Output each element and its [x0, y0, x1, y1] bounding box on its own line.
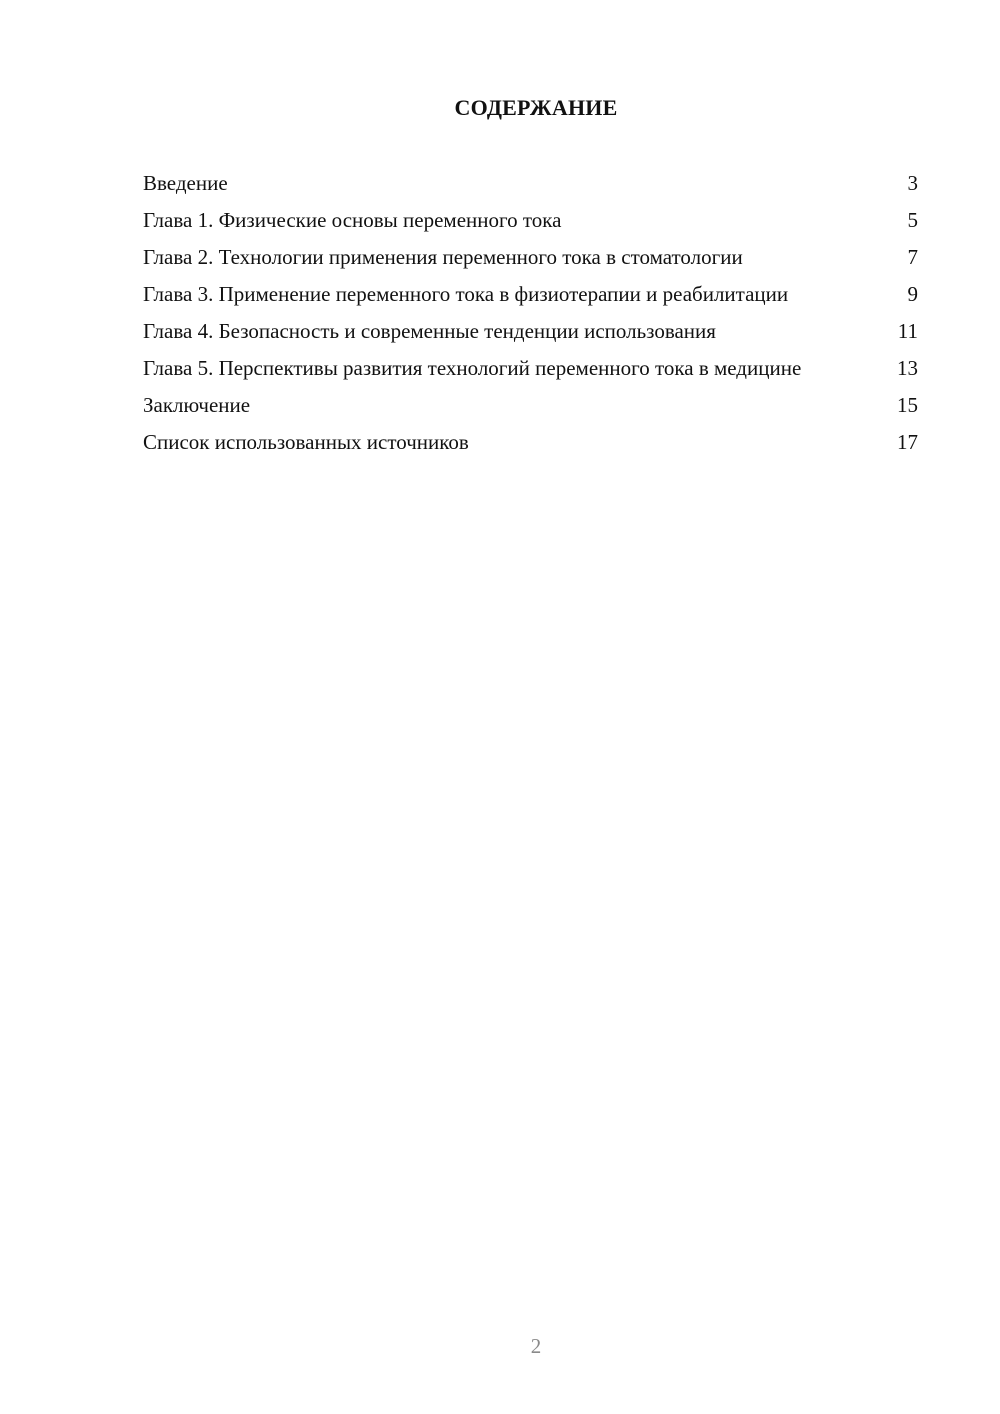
- page-number: 2: [530, 1334, 542, 1358]
- toc-entry-text: Глава 5. Перспективы развития технологий переменного тока в медицине: [143, 356, 802, 380]
- toc-entry-chapter-5: [143, 355, 918, 381]
- table-of-contents: [143, 170, 918, 466]
- toc-entry-page: 9: [907, 282, 918, 306]
- toc-entry-chapter-1: [143, 207, 918, 233]
- toc-entry-text: Список использованных источников: [143, 430, 469, 454]
- toc-entry-text: Введение: [143, 171, 228, 195]
- toc-entry-text: Заключение: [143, 393, 251, 417]
- toc-entry-text: Глава 2. Технологии применения переменного тока в стоматологии: [143, 245, 743, 269]
- toc-entry-page: 3: [907, 171, 918, 195]
- toc-heading: СОДЕРЖАНИЕ: [454, 95, 618, 120]
- toc-entry-references: [143, 429, 918, 455]
- toc-entry-page: 5: [907, 208, 918, 232]
- toc-entry-introduction: [143, 170, 918, 196]
- toc-entry-page: 15: [897, 393, 918, 417]
- toc-entry-page: 11: [897, 319, 918, 343]
- toc-entry-text: Глава 4. Безопасность и современные тенденции использования: [143, 319, 716, 343]
- toc-entry-conclusion: [143, 392, 918, 418]
- toc-entry-chapter-2: [143, 244, 918, 270]
- toc-entry-page: 13: [897, 356, 918, 380]
- toc-entry-text: Глава 3. Применение переменного тока в физиотерапии и реабилитации: [143, 282, 789, 306]
- toc-entry-page: 7: [907, 245, 918, 269]
- toc-entry-chapter-4: [143, 318, 918, 344]
- toc-entry-page: 17: [897, 430, 918, 454]
- toc-entry-text: Глава 1. Физические основы переменного тока: [143, 208, 562, 232]
- toc-entry-chapter-3: [143, 281, 918, 307]
